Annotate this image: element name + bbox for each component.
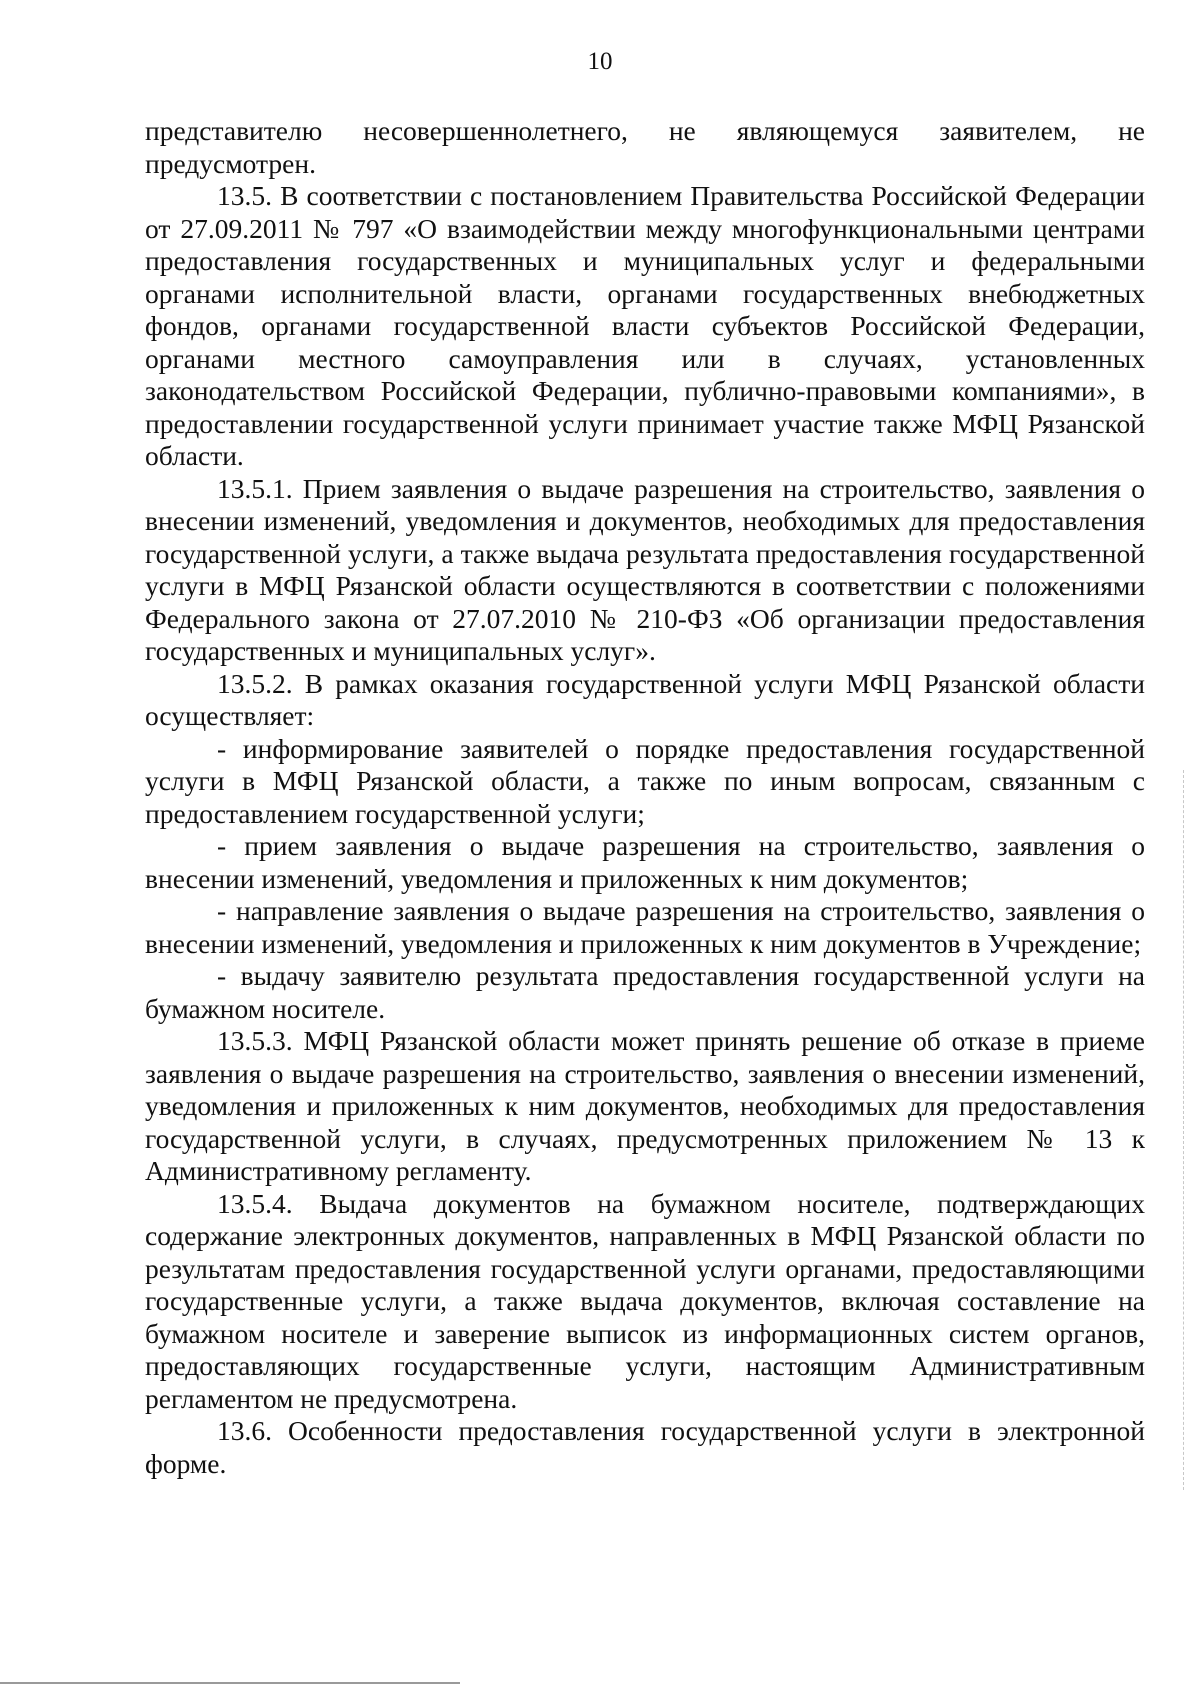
paragraph-13-5-4: 13.5.4. Выдача документов на бумажном носителе, подтверждающих содержание электронных документов, направленных в МФЦ Рязанской области по результатам предоставления государственной услуги органами, предоставляющими государственные услуги, а также выдача документов, включая составление на бумажном носителе и заверение выписок из информационных систем органов, предоставляющих государственные услуги, настоящим Административным регламентом не предусмотрена. xyxy=(145,1187,1145,1414)
paragraph-13-5-1: 13.5.1. Прием заявления о выдаче разрешения на строительство, заявления о внесении изменений, уведомления и документов, необходимых для предоставления государственной услуги, а также выдача результата предоставления государственной услуги в МФЦ Рязанской области осуществляются в соответствии с положениями Федерального закона от 27.07.2010 № 210-ФЗ «Об организации предоставления государственных и муниципальных услуг». xyxy=(145,472,1145,666)
scan-edge-line xyxy=(1183,770,1184,1490)
list-item-issuing: - выдачу заявителю результата предоставления государственной услуги на бумажном носителе. xyxy=(145,960,1145,1024)
page-number: 10 xyxy=(587,48,613,75)
paragraph-continuation: представителю несовершеннолетнего, не являющемуся заявителем, не предусмотрен. xyxy=(145,115,1145,179)
list-item-receiving: - прием заявления о выдаче разрешения на строительство, заявления о внесении изменений, уведомления и приложенных к ним документов; xyxy=(145,830,1145,894)
list-item-forwarding: - направление заявления о выдаче разрешения на строительство, заявления о внесении изменений, уведомления и приложенных к ним документов в Учреждение; xyxy=(145,895,1145,959)
list-item-informing: - информирование заявителей о порядке предоставления государственной услуги в МФЦ Рязанской области, а также по иным вопросам, связанным с предоставлением государственной услуги; xyxy=(145,732,1145,829)
paragraph-13-5: 13.5. В соответствии с постановлением Правительства Российской Федерации от 27.09.2011 № 797 «О взаимодействии между многофункциональными центрами предоставления государственных и муниципальных услуг и федеральными органами исполнительной власти, органами государственных внебюджетных фондов, органами государственной власти субъектов Российской Федерации, органами местного самоуправления или в случаях, установленных законодательством Российской Федерации, публично-правовыми компаниями», в предоставлении государственной услуги принимает участие также МФЦ Рязанской области. xyxy=(145,180,1145,471)
paragraph-13-6: 13.6. Особенности предоставления государственной услуги в электронной форме. xyxy=(145,1415,1145,1479)
document-body xyxy=(145,115,1145,1480)
paragraph-13-5-2: 13.5.2. В рамках оказания государственной услуги МФЦ Рязанской области осуществляет: xyxy=(145,667,1145,731)
bottom-rule xyxy=(0,1682,460,1684)
paragraph-13-5-3: 13.5.3. МФЦ Рязанской области может принять решение об отказе в приеме заявления о выдаче разрешения на строительство, заявления о внесении изменений, уведомления и приложенных к ним документов, необходимых для предоставления государственной услуги, в случаях, предусмотренных приложением № 13 к Административному регламенту. xyxy=(145,1025,1145,1186)
